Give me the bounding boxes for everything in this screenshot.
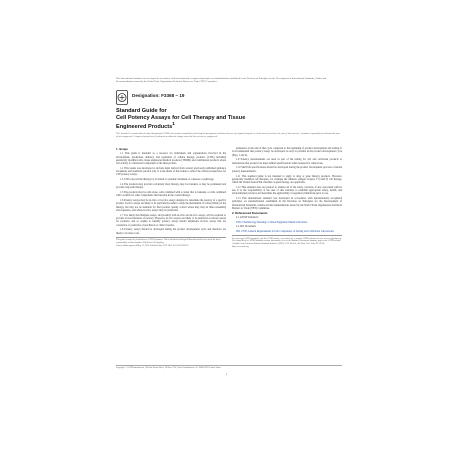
paragraph: 2.1 ASTM Standards:: [236, 216, 259, 220]
footnote: This guide is under the jurisdiction of ASTM Committee F04 on Medical and Surgical Materials and Devices and is the direct responsibility of Subcommittee F04.46 on Cell Signaling.: [116, 239, 221, 245]
footnote: For referenced ASTM standards, visit the ASTM website, www.astm.org, or contact ASTM Customer Service at service@astm.org. For Annual Book of ASTM Standards volume information, refer to the standard's Document Summary page on the ASTM website.: [232, 237, 342, 243]
issued-note: This standard is issued under the fixed designation F3368; the number immediately following the designation indicates the year of original adoption or, in the case of revision, the year of last revision. A number in parentheses indicates the year of last reapproval. A superscript epsilon (ε) indicates an editorial change since the last revision or reapproval.: [116, 133, 340, 138]
paragraph: 1.8 Potency assays should be developed during the product development cycle and therefore are likely to be more com-: [116, 228, 226, 235]
footnote: Current edition approved May 15, 2019. Published July 2019. DOI: 10.1520/F3368-19.: [116, 244, 189, 247]
left-column: [116, 147, 226, 248]
copyright-notice: Copyright © ASTM International, 100 Barr Harbor Drive, PO Box C700, West Conshohocken, PA 19428-2959. United States: [116, 365, 342, 370]
paragraph: 1.1 This guide is intended as a resource for individuals and organizations involved in the development, production, delivery, and regulation of cellular therapy products (CTPs) including genetically modified cells, tissue engineered medical products (TEMPs) and combination products where cell activity is a functional component of the final product.: [116, 152, 226, 165]
footnotes: [232, 235, 342, 248]
wto-notice: This international standard was developed in accordance with internationally recognized principles on standardization established in the Decision on Principles for the Development of International Standards, Guides and Recommendations issued by the World Trade Organization Technical Barriers to Trade (TBT) Committee.: [116, 77, 327, 84]
designation: Designation: F3368 − 19: [132, 93, 185, 98]
paragraph: prehensive at the end of that cycle compared to the beginning of product development and testing. It is recommended that potency assays be developed as early as possible in the product development cycle (Figs. 1 and 2).: [232, 147, 342, 157]
paragraph: 1.12 This standard does not purport to address all of the safety concerns, if any, associated with its use. It is the responsibility of the user of this standard to establish appropriate safety, health, and environmental practices and determine the applicability of regulatory limitations prior to use.: [232, 185, 342, 196]
footnotes: [116, 237, 226, 248]
paragraph: 1.5 The products may be cells alone, cells combined with a carrier that is transient, or cells combined with a scaffold or other components that function in the overall therapy.: [116, 191, 226, 198]
document-title: [116, 108, 342, 131]
paragraph: 2.2 ISO Document:: [236, 225, 257, 229]
referenced-document-link[interactable]: F2312 Terminology Relating to Tissue Engineered Medical Products: [236, 220, 308, 224]
title-footnote-mark: 1: [172, 121, 175, 127]
footnote: Available from American National Standards Institute (ANSI), 25 W. 43rd St., 4th Floor, New York, NY 10036, http://www.ansi.org.: [232, 243, 325, 248]
paragraph: 1.11 This standard guide is not intended to apply to drug or gene therapy products. However, genetically modified cell therapies, for example the chimeric antigen receptor T (CAR-T) cell therapy, which the United States FDA classifies as gene therapy, are applicable.: [232, 174, 342, 185]
paragraph: 1.7 It is likely that multiple assays, and possibly both in-vitro and in-vivo assays, will be required to provide a broad measure of potency. However, in-vivo assays are likely to be preferred as release assays for products, and so studies to identify potency assays should emphasize in-vitro assays that are correlative or predictive of preclinical or clinical results.: [116, 213, 226, 227]
title-line-1: Cell Potency Assays for Cell Therapy and Tissue: [116, 114, 246, 121]
astm-logo-icon: [116, 90, 128, 105]
section-heading: 2. Referenced Documents: [232, 210, 268, 215]
paragraph: 1.10 Shelf life specifications should be developed during the product development process to include potency measurements.: [232, 166, 342, 173]
page-number: 1: [226, 373, 228, 376]
paragraph: 1.9 Potency measurements are used as part of the testing for cell and cell-based products to demonstrate that product lots meet defined specifications when released for clinical use.: [232, 158, 342, 165]
referenced-document-link[interactable]: ISO 17025 General Requirements for the Competence of Testing and Calibration Laboratories: [236, 230, 334, 233]
right-column: [232, 147, 342, 249]
paragraph: 1.6 Potency assays may be in-vitro or in-vivo assays designed to determine the potency of a specific product. In-vivo assays are likely to be particularly useful to study the mechanism of action (MOA) of the therapy, but may not be desirable for final product quality control where they may be time-consuming and expensive, and where in-vitro assays may be preferable.: [116, 199, 226, 212]
paragraph: 1.2 This Guide was developed to include input derived from several previously published guidance documents and standards (section 2.4). It is the intent of this Guide to reflect the current perspectives for CTP potency assays.: [116, 166, 226, 177]
paragraph: 1.4 The products may provide a relatively short therapy, may be transient, or may be permanent and provide long-term therapy.: [116, 183, 226, 190]
paragraph: 1.3 CTPs can provide therapy by localized or systemic treatment of a disease or pathology.: [120, 178, 215, 182]
paragraph: 1.13 This international standard was developed in accordance with internationally recognized principles on standardization established in the Decision on Principles for the Development of International Standards, Guides and Recommendations issued by the World Trade Organization Technical Barriers to Trade (TBT) Committee.: [232, 197, 342, 210]
section-heading: 1. Scope: [116, 147, 128, 151]
title-line-2: Engineered Products$^1$: [116, 121, 175, 131]
title-prefix: Standard Guide for: [116, 108, 167, 114]
